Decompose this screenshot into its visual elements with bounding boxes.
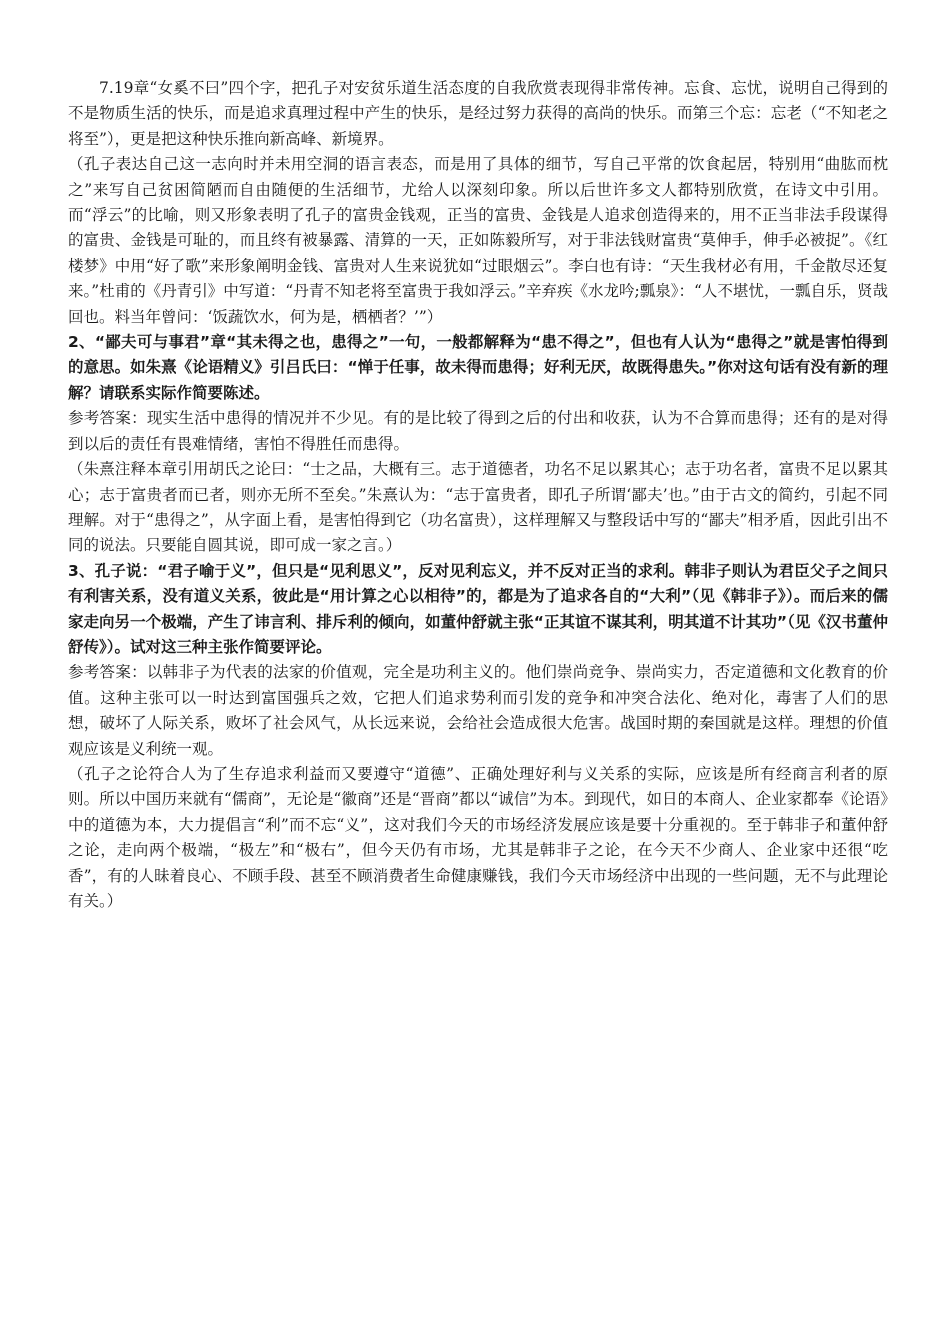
note-confucius-wealth-view: （孔子表达自己这一志向时并未用空洞的语言表态，而是用了具体的细节，写自己平常的饮食起居，特别用“曲肱而枕之”来写自己贫困简陋而自由随便的生活细节，尤给人以深刻印象。所以后世许多文人都特别欣赏，在诗文中引用。而“浮云”的比喻，则又形象表明了孔子的富贵金钱观，正当的富贵、金钱是人追求创造得来的，用不正当非法手段谋得的富贵、金钱是可耻的，而且终有被暴露、清算的一天，正如陈毅所写，对于非法钱财富贵“莫伸手，伸手必被捉”。《红楼梦》中用“好了歌”来形象阐明金钱、富贵对人生来说犹如“过眼烟云”。李白也有诗：“天生我材必有用，千金散尽还复来。”杜甫的《丹青引》中写道：“丹青不知老将至富贵于我如浮云。”辛弃疾《水龙吟;瓢泉》：“人不堪忧，一瓢自乐，贤哉回也。料当年曾问：‘饭蔬饮水，何为是，栖栖者？’”） [68, 155, 888, 326]
document-page [68, 76, 888, 914]
note-3-confucian-merchants: （孔子之论符合人为了生存追求利益而又要遵守“道德”、正确处理好利与义关系的实际，应该是所有经商言利者的原则。所以中国历来就有“儒商”，无论是“徽商”还是“晋商”都以“诚信”为本。到现代，如日的本商人、企业家都奉《论语》中的道德为本，大力提倡言“利”而不忘“义”，这对我们今天的市场经济发展应该是要十分重视的。至于韩非子和董仲舒之论，走向两个极端，“极左”和“极右”，但今天仍有市场，尤其是韩非子之论，在今天不少商人、企业家中还很“吃香”，有的人昧着良心、不顾手段、甚至不顾消费者生命健康赚钱，我们今天市场经济中出现的一些问题，无不与此理论有关。） [68, 764, 888, 910]
answer-3: 参考答案：以韩非子为代表的法家的价值观，完全是功利主义的。他们崇尚竞争、崇尚实力，否定道德和文化教育的价值。这种主张可以一时达到富国强兵之效，它把人们追求势利而引发的竞争和冲突合法化、绝对化，毒害了人们的思想，破坏了人际关系，败坏了社会风气，从长远来说，会给社会造成很大危害。战国时期的秦国就是这样。理想的价值观应该是义利统一观。 [68, 663, 888, 758]
question-2: 2、“鄙夫可与事君”章“其未得之也，患得之”一句，一般都解释为“患不得之”，但也有人认为“患得之”就是害怕得到的意思。如朱熹《论语精义》引吕氏曰：“惮于任事，故未得而患得；好利无厌，故既得患失。”你对这句话有没有新的理解？请联系实际作简要陈述。 [68, 333, 888, 402]
note-2-zhuxi: （朱熹注释本章引用胡氏之论曰：“士之品，大概有三。志于道德者，功名不足以累其心；志于功名者，富贵不足以累其心；志于富贵者而已者，则亦无所不至矣。”朱熹认为：“志于富贵者，即孔子所谓‘鄙夫’也。”由于古文的简约，引起不同理解。对于“患得之”，从字面上看，是害怕得到它（功名富贵），这样理解又与整段话中写的“鄙夫”相矛盾，因此引出不同的说法。只要能自圆其说，即可成一家之言。） [68, 460, 888, 555]
paragraph-7-19-commentary: 7.19章“女奚不曰”四个字，把孔子对安贫乐道生活态度的自我欣赏表现得非常传神。忘食、忘忧，说明自己得到的不是物质生活的快乐，而是追求真理过程中产生的快乐，是经过努力获得的高尚的快乐。而第三个忘：忘老（“不知老之将至”），更是把这种快乐推向新高峰、新境界。 [68, 79, 888, 148]
question-3: 3、孔子说：“君子喻于义”，但只是“见利思义”，反对见利忘义，并不反对正当的求利。韩非子则认为君臣父子之间只有利害关系，没有道义关系，彼此是“用计算之心以相待”的，都是为了追求各自的“大利”（见《韩非子》）。而后来的儒家走向另一个极端，产生了讳言利、排斥利的倾向，如董仲舒就主张“正其谊不谋其利，明其道不计其功”（见《汉书董仲舒传》）。试对这三种主张作简要评论。 [68, 561, 888, 656]
answer-2: 参考答案：现实生活中患得的情况并不少见。有的是比较了得到之后的付出和收获，认为不合算而患得；还有的是对得到以后的责任有畏难情绪，害怕不得胜任而患得。 [68, 409, 888, 453]
